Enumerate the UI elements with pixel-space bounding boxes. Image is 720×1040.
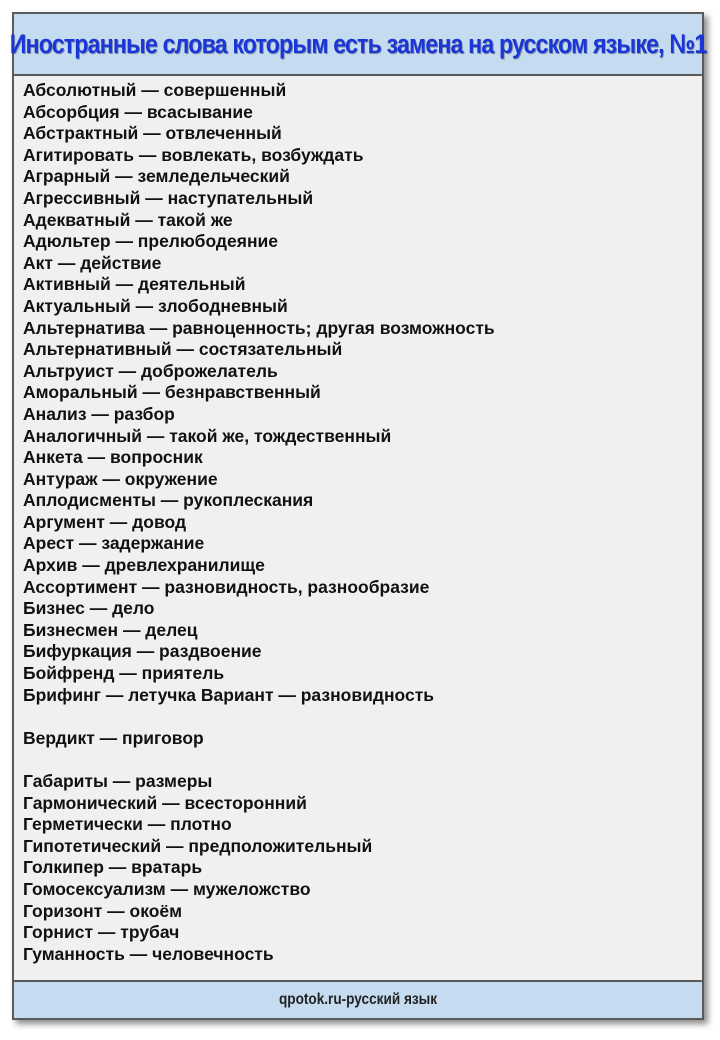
word-list xyxy=(23,80,693,965)
word-list-card xyxy=(9,12,707,1020)
list-item: Бифуркация — раздвоение xyxy=(23,641,262,662)
page-title: Иностранные слова которым есть замена на русском языке, №1 xyxy=(9,28,707,59)
list-item: Гомосексуализм — мужеложство xyxy=(23,878,311,899)
list-item: Ассортимент — разновидность, разнообразие xyxy=(23,576,430,597)
list-item: Бизнесмен — делец xyxy=(23,619,198,640)
list-item: Анкета — вопросник xyxy=(23,447,203,468)
list-item: Аргумент — довод xyxy=(23,511,187,532)
list-item: Бизнес — дело xyxy=(23,598,155,619)
list-item: Акт — действие xyxy=(23,252,162,273)
list-item: Арест — задержание xyxy=(23,533,205,554)
list-item: Аналогичный — такой же, тождественный xyxy=(23,425,392,446)
list-item: Архив — древлехранилище xyxy=(23,555,265,576)
list-item: Антураж — окружение xyxy=(23,468,218,489)
list-item: Вердикт — приговор xyxy=(23,727,204,748)
list-item: Альтернативный — состязательный xyxy=(23,339,343,360)
list-item: Аморальный — безнравственный xyxy=(23,382,321,403)
list-item: Абсолютный — совершенный xyxy=(23,80,287,100)
list-item: Голкипер — вратарь xyxy=(23,857,203,878)
list-item: Горнист — трубач xyxy=(23,922,180,943)
list-item: Горизонт — окоём xyxy=(23,900,183,921)
list-item: Анализ — разбор xyxy=(23,403,175,424)
list-item: Альтернатива — равноценность; другая возможность xyxy=(23,317,495,338)
list-item: Аграрный — земледельческий xyxy=(23,166,290,187)
footer-bar xyxy=(14,980,702,1018)
list-item: Гуманность — человечность xyxy=(23,943,274,964)
list-item: Герметически — плотно xyxy=(23,814,232,835)
list-item: Абстрактный — отвлеченный xyxy=(23,123,282,144)
footer-source-label: qpotok.ru-русский язык xyxy=(278,991,438,1008)
list-item: Адюльтер — прелюбодеяние xyxy=(23,231,279,252)
list-item: Гармонический — всесторонний xyxy=(23,792,307,813)
list-item: Активный — деятельный xyxy=(23,274,246,295)
list-item: Аплодисменты — рукоплескания xyxy=(23,490,314,511)
list-item: Агрессивный — наступательный xyxy=(23,187,314,208)
list-item: Альтруист — доброжелатель xyxy=(23,360,278,381)
list-spacer xyxy=(23,706,693,728)
list-item: Абсорбция — всасывание xyxy=(23,101,253,122)
list-spacer xyxy=(23,749,693,771)
list-item: Актуальный — злободневный xyxy=(23,295,288,316)
list-item: Агитировать — вовлекать, возбуждать xyxy=(23,144,364,165)
list-item: Брифинг — летучка Вариант — разновидность xyxy=(23,684,435,705)
list-item: Гипотетический — предположительный xyxy=(23,835,373,856)
list-item: Габариты — размеры xyxy=(23,771,213,791)
header-bar xyxy=(9,14,707,76)
list-item: Адекватный — такой же xyxy=(23,209,233,230)
list-item: Бойфренд — приятель xyxy=(23,663,225,684)
